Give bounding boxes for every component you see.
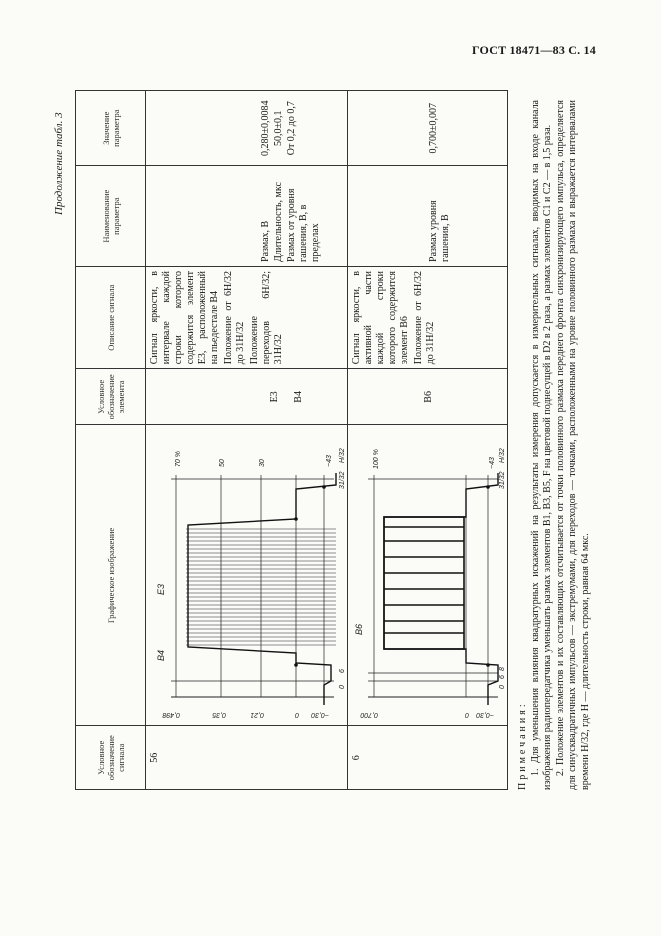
notes-title: Примечания: — [517, 701, 528, 790]
element-label-b4: B4 — [156, 650, 166, 662]
signals-table — [75, 90, 508, 790]
note-item: 2. Положение элементов и их составляющих отсчитывается от точки половинного размаха переднего фронта синхронизирующего импульса, определяется для синусквадратичных импульсов — экстремумами, для переходов — точками, расположенными на уровне половинного размаха и выражается интервалами времени H/32, где H — длительность строки, равная 64 мкс. — [554, 100, 591, 790]
level-label: 0,35 — [212, 711, 226, 719]
note-item: 1. Для уменьшения влияния квадратурных искажений на результаты измерения допускается в измерительных сигналах, вводимых на входе канала изображения радиопередатчика уменьшать размах элементов B1, B3, B5, F на цветовой поднесущей в D2 в 2 раза, а размах элементов C1 и C2 — в 1,5 раза. — [529, 100, 553, 790]
description-text: Положение от 6H/32 до 31H/32 — [223, 270, 246, 365]
point-marker — [294, 518, 298, 522]
mark-label: 30 — [259, 459, 266, 468]
parameter-name: Размах, В — [260, 220, 271, 262]
waveform-graph-6 — [348, 425, 508, 726]
element-code: B4 — [293, 391, 304, 403]
description-text: Положение переходов 6H/32; 31H/32 — [249, 270, 284, 365]
parameter-name: Длительность, мкс — [273, 182, 284, 262]
point-marker — [294, 664, 298, 668]
signal-code: 56 — [146, 726, 348, 790]
level-label: −0,30 — [311, 711, 329, 719]
description-text: Сигнал яркости, в интервале каждой строки которого содержится элемент E3, расположенный на пьедестале B4 — [149, 270, 220, 365]
waveform-graph-56 — [146, 425, 348, 726]
level-label: 0,21 — [250, 711, 264, 719]
axis-mark-label: 31/32 — [499, 471, 506, 490]
bottom-mark-label: 6 — [339, 669, 346, 674]
level-label: 0 — [465, 711, 469, 719]
col-header-element: Условное обозначение элемента — [76, 369, 146, 425]
parameter-names — [348, 166, 508, 267]
element-label-e3: E3 — [156, 584, 166, 596]
signal-description — [348, 266, 508, 368]
b6-bars — [384, 527, 464, 633]
table-notes — [517, 100, 592, 790]
table-row — [348, 91, 508, 790]
level-label: 0,498 — [162, 711, 180, 719]
col-header-code: Условное обозначение сигнала — [76, 726, 146, 790]
mark-label: −43 — [326, 455, 333, 468]
point-marker — [322, 486, 326, 490]
col-header-description: Описание сигнала — [76, 266, 146, 368]
bottom-mark-label: 8 — [499, 667, 506, 672]
element-code: E3 — [269, 391, 280, 403]
axis-mark-label: H/32 — [499, 448, 506, 464]
description-text: Сигнал яркости, в активной части каждой строки которого содержится элемент B6 — [351, 270, 410, 365]
bottom-mark-label: 0 — [339, 685, 346, 690]
parameter-values — [146, 91, 348, 166]
element-codes — [348, 369, 508, 425]
waveform-6-svg — [348, 425, 506, 725]
col-header-param-name: Наименование параметра — [76, 166, 146, 267]
parameter-value: От 0,2 до 0,7 — [286, 101, 297, 156]
parameter-name: Размах уровня гашения, В — [428, 200, 451, 262]
signal-code: 6 — [348, 726, 508, 790]
level-label: −0,30 — [476, 711, 494, 719]
signal-description — [146, 266, 348, 368]
parameter-name: Размах от уровня гашения, В, в пределах — [286, 188, 321, 262]
point-marker — [486, 664, 490, 668]
bottom-mark-label: 0 — [499, 685, 506, 690]
parameter-value: 0,280±0,0084 — [260, 100, 271, 156]
top-percent-label: 70 % — [175, 451, 182, 468]
rotated-page-body — [53, 90, 595, 790]
table-header-row — [76, 91, 146, 790]
waveform-56-svg — [146, 425, 346, 725]
level-label: 0 — [295, 711, 299, 719]
axis-mark-label: H/32 — [339, 448, 346, 464]
top-percent-label: 100 % — [373, 449, 380, 470]
parameter-values — [348, 91, 508, 166]
element-label-b6: B6 — [354, 624, 364, 636]
page-header: ГОСТ 18471—83 С. 14 — [472, 43, 596, 57]
parameter-names — [146, 166, 348, 267]
axis-mark-label: 31/32 — [339, 471, 346, 490]
parameter-value: 0,700±0,007 — [428, 102, 439, 154]
table-row — [146, 91, 348, 790]
col-header-param-value: Значение параметра — [76, 91, 146, 166]
mark-label: 50 — [219, 459, 226, 468]
level-label: 0,700 — [360, 711, 378, 719]
element-codes — [146, 369, 348, 425]
point-marker — [486, 486, 490, 490]
table-caption: Продолжение табл. 3 — [53, 112, 65, 215]
col-header-graph: Графическое изображение — [76, 425, 146, 726]
b6-block — [384, 517, 464, 649]
mark-label: −43 — [489, 457, 496, 470]
bottom-mark-label: 6 — [499, 675, 506, 680]
parameter-value: 50,0±0,1 — [273, 110, 284, 146]
element-code: B6 — [423, 391, 434, 403]
description-text: Положение от 6H/32 до 31H/32 — [413, 270, 436, 365]
